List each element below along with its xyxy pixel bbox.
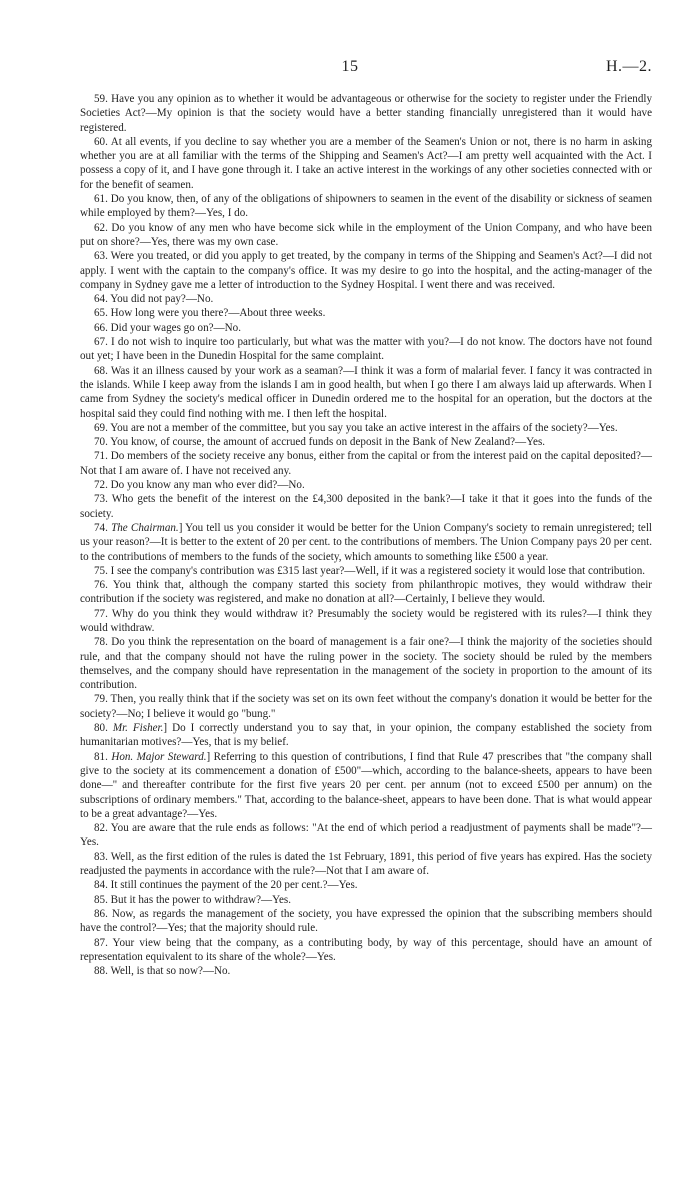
page-number: 15 (341, 58, 359, 75)
paragraph-73: 73. Who gets the benefit of the interest on the £4,300 deposited in the bank?—I take it that it goes into the funds of the society. (80, 493, 652, 520)
speaker-name: Mr. Fisher. (112, 722, 164, 735)
paragraph-74 (80, 521, 652, 564)
paragraph-72: 72. Do you know any man who ever did?—No. (94, 479, 305, 492)
paragraph-78: 78. Do you think the representation on the board of management is a fair one?—I think the majority of the societies should rule, and that the company should not have the ruling power in the society. The society should be ruled by the members themselves, and the company should have representation in the management of the society in proportion to the amount of its contribution. (80, 636, 652, 692)
question-number: 74. (94, 521, 112, 534)
paragraph-59: 59. Have you any opinion as to whether it would be advantageous or otherwise for the society to register under the Friendly Societies Act?—My opinion is that the society would have a better standing financially unregistered than it would have registered. (80, 93, 652, 134)
paragraph-79: 79. Then, you really think that if the society was set on its own feet without the company's donation it would be better for the society?—No; I believe it would go "bung." (80, 693, 652, 720)
question-number: 80. (94, 722, 113, 735)
paragraph-66: 66. Did your wages go on?—No. (94, 321, 241, 334)
paragraph-text: ] You tell us you consider it would be better for the Union Company's society to remain unregistered; tell us your reason?—It is better to the extent of 20 per cent. to the contributions of members. The Union Company pays 20 per cent. to the contributions of members to the funds of the society, which amounts to something like £500 a year. (80, 521, 653, 563)
paragraph-69: 69. You are not a member of the committee, but you say you take an active interest in the affairs of the society?—Yes. (94, 421, 618, 434)
paragraph-71: 71. Do members of the society receive any bonus, either from the capital or from the interest paid on the capital deposited?—Not that I am aware of. I have not received any. (80, 450, 652, 477)
paragraph-68: 68. Was it an illness caused by your work as a seaman?—I think it was a form of malarial fever. I fancy it was contracted in the islands. While I keep away from the islands I am in good health, but when I go there I am always laid up afterwards. When I came from Sydney the society's medical officer in Dunedin ordered me to the hospital for an operation, but the doctors at the hospital said they could find nothing with me. I then left the hospital. (80, 364, 652, 420)
paragraph-67: 67. I do not wish to inquire too particularly, but what was the matter with you?—I do not know. The doctors have not found out yet; I have been in the Dunedin Hospital for the same complaint. (80, 336, 652, 363)
paragraph-62: 62. Do you know of any men who have become sick while in the employment of the Union Company, and who have been put on shore?—Yes, there was my own case. (80, 221, 652, 248)
paragraph-63: 63. Were you treated, or did you apply to get treated, by the company in terms of the Shipping and Seamen's Act?—I did not apply. I went with the captain to the company's office. It was my desire to go into the hospital, and the acting-manager of the company in Sydney gave me a letter of introduction to the Sydney Hospital. I went there and was received. (80, 250, 652, 291)
paragraph-75: 75. I see the company's contribution was £315 last year?—Well, if it was a registered society it would lose that contribution. (94, 564, 646, 577)
question-number: 81. (94, 750, 112, 763)
paragraph-86: 86. Now, as regards the management of the society, you have expressed the opinion that the subscribing members should have the control?—Yes; that the majority should rule. (80, 907, 652, 935)
paragraph-76: 76. You think that, although the company started this society from philanthropic motives, they would withdraw their contribution if the society was registered, and make no donation at all?—Certainly, I believe they would. (80, 579, 652, 606)
speaker-name: Hon. Major Steward. (111, 750, 207, 763)
paragraph-80 (80, 721, 652, 750)
paragraph-text: ] Do I correctly understand you to say that, in your opinion, the company established the society from humanitarian motives?—Yes, that is my belief. (80, 722, 652, 749)
paragraph-83: 83. Well, as the first edition of the rules is dated the 1st February, 1891, this period of five years has expired. Has the society readjusted the payments in accordance with the rule?—Not that I am aware of. (80, 850, 652, 878)
document-reference: H.—2. (605, 58, 652, 75)
paragraph-text: ] Referring to this question of contributions, I find that Rule 47 prescribes that "the company shall give to the society at its commencement a donation of £500"—which, according to the balance-sheets, appears to have been done—" and thereafter contribute for the first five years 20 per cent. per annum (not to exceed £500 per annum) on the subscriptions of ordinary members." That, according to the balance-sheet, appears to have been done. That is what would appear to be a great advantage?—Yes. (80, 750, 653, 820)
paragraph-81 (80, 750, 652, 821)
paragraph-70: 70. You know, of course, the amount of accrued funds on deposit in the Bank of New Zealand?—Yes. (94, 436, 546, 449)
paragraph-87: 87. Your view being that the company, as a contributing body, by way of this percentage, should have an amount of representation equivalent to its share of the whole?—Yes. (80, 936, 652, 963)
paragraph-88: 88. Well, is that so now?—No. (94, 965, 231, 978)
paragraph-77: 77. Why do you think they would withdraw it? Presumably the society would be registered with its rules?—I think they would withdraw. (80, 607, 652, 634)
speaker-name: The Chairman. (111, 521, 179, 534)
paragraph-82: 82. You are aware that the rule ends as follows: "At the end of which period a readjustment of payments shall be made"?—Yes. (80, 822, 652, 849)
paragraph-61: 61. Do you know, then, of any of the obligations of shipowners to seamen in the event of the disability or sickness of seamen while employed by them?—Yes, I do. (80, 193, 652, 220)
paragraph-65: 65. How long were you there?—About three weeks. (94, 307, 326, 320)
testimony-body (80, 92, 652, 978)
paragraph-60: 60. At all events, if you decline to say whether you are a member of the Seamen's Union or not, there is no harm in asking whether you are at all familiar with the terms of the Shipping and Seamen's Act?—I am pretty well acquainted with the Act. I possess a copy of it, and I have gone through it. I take an active interest in the workings of any other societies connected with or for the benefit of seamen. (80, 135, 652, 191)
paragraph-64: 64. You did not pay?—No. (94, 293, 214, 306)
paragraph-85: 85. But it has the power to withdraw?—Yes. (94, 893, 292, 906)
paragraph-84: 84. It still continues the payment of the 20 per cent.?—Yes. (94, 879, 358, 892)
